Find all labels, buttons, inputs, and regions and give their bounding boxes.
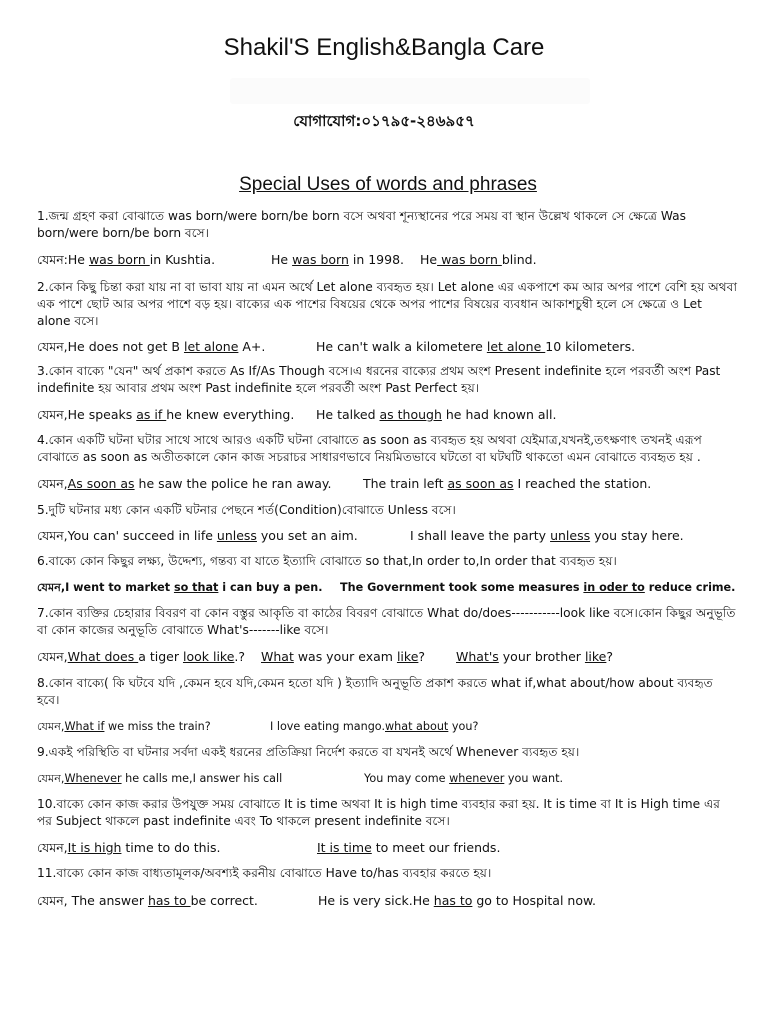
underlined-phrase: look like	[182, 649, 235, 664]
example-text: যেমন,	[37, 720, 65, 733]
example-row	[37, 579, 737, 597]
underlined-phrase: as soon as	[447, 476, 514, 491]
example-sentence	[270, 718, 478, 736]
underlined-phrase: was born	[292, 252, 349, 267]
example-text: ?	[418, 649, 426, 664]
example-text: you want.	[504, 772, 564, 785]
rule-text: 6.বাক্যে কোন কিছুর লক্ষ্য, উদ্দেশ্য, গন্তব্য বা যাতে ইত্যাদি বোঝাতে so that,In order to,In order that ব্যবহৃত হয়।	[37, 554, 617, 568]
example-text: যেমন,	[37, 581, 66, 594]
example-text: The Government took some measures	[340, 581, 584, 594]
example-text: he saw the police he ran away.	[134, 476, 332, 491]
example-text: i can buy a pen.	[218, 581, 323, 594]
example-text: in 1998.	[348, 252, 405, 267]
document-title: Shakil'S English&Bangla Care	[223, 34, 545, 61]
example-text: I shall leave the party	[410, 528, 551, 543]
example-text: go to Hospital now.	[472, 893, 597, 908]
example-row	[37, 718, 737, 736]
example-text: you?	[448, 720, 479, 733]
example-sentence	[364, 770, 563, 788]
example-sentence	[316, 338, 635, 356]
example-sentence	[37, 770, 282, 788]
rule-text: 11.বাক্যে কোন কাজ বাধ্যতামূলক/অবশ্যই করনীয় বোঝাতে Have to/has ব্যবহার করতে হয়।	[37, 866, 492, 880]
underlined-phrase: in oder to	[583, 581, 645, 594]
rule-text: 8.কোন বাক্যে( কি ঘটবে যদি ,কেমন হবে যদি,কেমন হতো যদি ) ইত্যাদি অনুভূতি প্রকাশ করতে what if,what about/how about ব্যবহৃত হবে।	[37, 676, 713, 707]
example-text: he calls me,I answer his call	[121, 772, 283, 785]
example-sentence	[37, 527, 358, 545]
underlined-phrase: unless	[216, 528, 257, 543]
example-row	[37, 770, 737, 788]
example-sentence	[318, 892, 596, 910]
example-row	[37, 475, 737, 493]
example-text: we miss the train?	[104, 720, 211, 733]
example-sentence	[37, 718, 211, 736]
example-text: 10 kilometers.	[545, 339, 636, 354]
underlined-phrase: whenever	[449, 772, 505, 785]
example-text: ?	[606, 649, 614, 664]
example-text: যেমন, The answer	[37, 893, 148, 908]
example-text: The train left	[363, 476, 448, 491]
underlined-phrase: has to	[433, 893, 473, 908]
example-sentence	[317, 839, 500, 857]
underlined-phrase: What	[261, 649, 294, 664]
example-text: was your exam	[293, 649, 397, 664]
example-text: He can't walk a kilometere	[316, 339, 487, 354]
underlined-phrase: let alone	[183, 339, 239, 354]
example-text: you stay here.	[590, 528, 684, 543]
underlined-phrase: What's	[456, 649, 499, 664]
example-row	[37, 839, 737, 857]
rule-text: 10.বাক্যে কোন কাজ করার উপযুক্ত সময় বোঝাতে It is time অথবা It is high time ব্যবহার করা হয়. It is time বা It is High time এর পর Subject থাকলে past indefinite এবং To থাকলে present indefinite বসে।	[37, 797, 720, 828]
rule-text: 1.জন্ম গ্রহণ করা বোঝাতে was born/were born/be born বসে অথবা শূন্যস্থানের পরে সময় বা স্থান উল্লেখ থাকলে সে ক্ষেত্রে Was born/were born/be born বসে।	[37, 209, 686, 240]
example-sentence	[340, 579, 735, 597]
example-text: I love eating mango.	[270, 720, 385, 733]
example-sentence	[271, 251, 404, 269]
underlined-phrase: It is time	[317, 840, 372, 855]
example-text: he had known all.	[441, 407, 557, 422]
example-text: যেমন,You can' succeed in life	[37, 528, 217, 543]
underlined-phrase: was born	[88, 252, 150, 267]
example-text: be correct.	[190, 893, 258, 908]
example-sentence	[37, 839, 221, 857]
underlined-phrase: unless	[550, 528, 591, 543]
faded-subtitle-band	[230, 78, 590, 104]
example-text: to meet our friends.	[371, 840, 501, 855]
example-text: He	[271, 252, 293, 267]
example-text: .?	[234, 649, 246, 664]
example-text: A+.	[238, 339, 266, 354]
example-sentence	[37, 338, 265, 356]
example-text: your brother	[498, 649, 585, 664]
example-text: He	[420, 252, 438, 267]
underlined-phrase: What does	[67, 649, 139, 664]
example-sentence	[37, 892, 258, 910]
underlined-phrase: what about	[385, 720, 449, 733]
example-sentence	[261, 648, 425, 666]
example-text: blind.	[501, 252, 537, 267]
example-text: You may come	[364, 772, 450, 785]
example-text: যেমন,He does not get B	[37, 339, 184, 354]
example-text: যেমন:He	[37, 252, 89, 267]
example-text: I went to market	[65, 581, 174, 594]
example-text: reduce crime.	[644, 581, 736, 594]
example-sentence	[37, 406, 294, 424]
underlined-phrase: like	[584, 649, 607, 664]
underlined-phrase: let alone	[486, 339, 546, 354]
example-text: a tiger	[138, 649, 183, 664]
rule-text: 5.দুটি ঘটনার মধ্য কোন একটি ঘটনার পেছনে শর্ত(Condition)বোঝাতে Unless বসে।	[37, 503, 456, 517]
rule-text: 9.একই পরিস্থিতি বা ঘটনার সর্বদা একই ধরনের প্রতিক্রিয়া নির্দেশ করতে বা যখনই অর্থে Whenever ব্যবহৃত হয়।	[37, 745, 580, 759]
example-sentence	[37, 475, 331, 493]
example-sentence	[363, 475, 651, 493]
underlined-phrase: As soon as	[67, 476, 135, 491]
example-text: যেমন,He speaks	[37, 407, 137, 422]
example-sentence	[37, 579, 322, 597]
example-text: He talked	[316, 407, 380, 422]
rule-text: 2.কোন কিছু চিন্তা করা যায় না বা ভাবা যায় না এমন অর্থে Let alone ব্যবহৃত হয়। Let alone এর একপাশে কম আর অপর পাশে বেশি হয় অথবা এক পাশে ছোট আর অপর পাশে বড় হয়। বাক্যের এক পাশের বিষয়ের থেকে অপর পাশের বিষয়ের ব্যবধান আকাশচুম্বী হলে সে ক্ষেত্রে ও Let alone বসে।	[37, 280, 737, 328]
example-sentence	[37, 251, 215, 269]
underlined-phrase: It is high	[67, 840, 122, 855]
example-text: he knew everything.	[166, 407, 295, 422]
contact-number: যোগাযোগ:০১৭৯৫-২৪৬৯৫৭	[293, 112, 475, 130]
example-text: I reached the station.	[513, 476, 652, 491]
example-row	[37, 338, 737, 356]
example-sentence	[456, 648, 613, 666]
underlined-phrase: like	[396, 649, 419, 664]
example-row	[37, 251, 737, 269]
example-row	[37, 406, 737, 424]
underlined-phrase: so that	[173, 581, 219, 594]
example-text: you set an aim.	[256, 528, 358, 543]
underlined-phrase: as if	[136, 407, 167, 422]
example-text: in Kushtia.	[149, 252, 216, 267]
underlined-phrase: What if	[64, 720, 105, 733]
example-row	[37, 527, 737, 545]
example-text: যেমন,	[37, 476, 68, 491]
rule-text: 4.কোন একটি ঘটনা ঘটার সাথে সাথে আরও একটি ঘটনা বোঝাতে as soon as ব্যবহৃত হয় অথবা যেইমাত্র,যখনই,তৎক্ষণাৎ তখনই এরূপ বোঝাতে as soon as অতীতকালে কোন কাজ সচরাচর সাধারণভাবে নিয়মিতভাবে ঘটতো বা ঘটঘটি থাকতো এমন বোঝাতে ব্যবহৃত হয় .	[37, 433, 702, 464]
example-text: যেমন,	[37, 772, 65, 785]
rule-text: 3.কোন বাক্যে "যেন" অর্থ প্রকাশ করতে As If/As Though বসে।এ ধরনের বাক্যের প্রথম অংশ Present indefinite হলে পরবর্তী অংশ Past indefinite হয় আবার প্রথম অংশ Past indefinite হলে পরবর্তী অংশ Past Perfect হয়।	[37, 364, 721, 395]
underlined-phrase: Whenever	[64, 772, 122, 785]
rule-text: 7.কোন ব্যক্তির চেহারার বিবরণ বা কোন বস্তুর আকৃতি বা কাঠের বিবরণ বোঝাতে What do/does-----------look like বসে।কোন কিছুর অনুভূতি বা কোন কাজের অনুভূতি বোঝাতে What's-------like বসে।	[37, 606, 736, 637]
example-sentence	[316, 406, 556, 424]
example-row	[37, 892, 737, 910]
example-text: যেমন,	[37, 840, 68, 855]
section-heading: Special Uses of words and phrases	[239, 174, 537, 195]
underlined-phrase: was born	[437, 252, 502, 267]
example-sentence	[410, 527, 684, 545]
example-sentence	[420, 251, 537, 269]
example-text: time to do this.	[121, 840, 221, 855]
example-text: যেমন,	[37, 649, 68, 664]
underlined-phrase: has to	[147, 893, 191, 908]
underlined-phrase: as though	[379, 407, 442, 422]
content-body	[37, 208, 737, 910]
example-sentence	[37, 648, 245, 666]
example-text: He is very sick.He	[318, 893, 434, 908]
example-row	[37, 648, 737, 666]
